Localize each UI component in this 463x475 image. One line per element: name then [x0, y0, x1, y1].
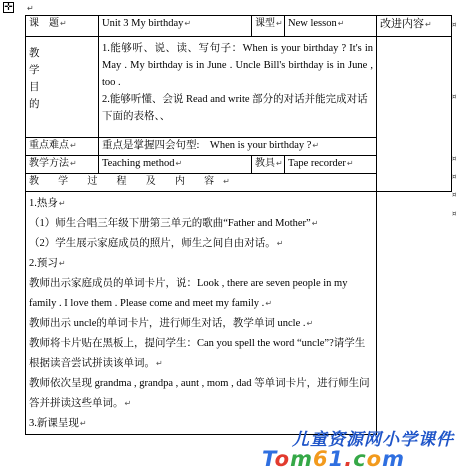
- process-line: 3.新课呈现↵: [29, 418, 87, 429]
- row-end-mark: ¤: [452, 210, 457, 218]
- watermark-logo-letter: m: [382, 447, 405, 471]
- method-value: Teaching method: [102, 158, 175, 169]
- process-line: 2.预习↵: [29, 258, 66, 269]
- changes-label: 改进内容: [380, 17, 425, 30]
- objectives-label-cell: [26, 37, 99, 138]
- watermark-logo: [262, 447, 405, 471]
- lesson-plan-table: [25, 15, 452, 435]
- site-watermark: [262, 425, 460, 473]
- table-move-handle[interactable]: [3, 2, 14, 13]
- row-end-mark: ¤: [452, 93, 457, 101]
- process-line: （1）师生合唱三年级下册第三单元的歌曲“Father and Mother”↵: [29, 218, 319, 229]
- objective-2: 2.能够听懂、会说 Read and write 部分的对话并能完成对话下面的表格、、: [102, 94, 368, 122]
- aids-value: Tape recorder: [288, 158, 346, 169]
- key-points-label: 重点难点: [29, 140, 69, 151]
- objectives-row: [26, 37, 452, 138]
- topic-value-cell[interactable]: Unit 3 My birthday↵: [99, 16, 252, 37]
- changes-cell[interactable]: [377, 37, 452, 192]
- topic-label-cell: 课 题↵: [26, 16, 99, 37]
- process-line: 教师将卡片贴在黑板上，提问学生：Can you spell the word “uncle”?请学生根据读音尝试拼读该单词。↵: [29, 338, 366, 369]
- objectives-cell[interactable]: [99, 37, 377, 138]
- key-points-cell[interactable]: 重点是掌握四会句型: When is your birthday ?↵: [99, 138, 377, 156]
- watermark-logo-letter: m: [290, 447, 313, 471]
- process-content-cell[interactable]: [26, 192, 377, 435]
- process-line: 教师依次呈现 grandma , grandpa , aunt , mom , dad 等单词卡片，进行师生问答并拼读这些单词。↵: [29, 378, 370, 409]
- course-type-value-cell[interactable]: New lesson↵: [285, 16, 377, 37]
- watermark-logo-letter: o: [274, 447, 291, 471]
- method-label: 教学方法: [29, 158, 69, 169]
- key-points-text: 重点是掌握四会句型: When is your birthday ?: [102, 140, 312, 151]
- aids-value-cell[interactable]: Tape recorder↵: [285, 156, 377, 174]
- row-end-mark: ¤: [452, 173, 457, 181]
- objectives-label-char: 目: [29, 81, 40, 93]
- course-type-value: New lesson: [288, 18, 337, 29]
- key-points-label-cell: 重点难点↵: [26, 138, 99, 156]
- course-type-label: 课型: [255, 18, 276, 29]
- topic-value: Unit 3 My birthday: [102, 18, 184, 29]
- objective-1: 1.能够听、说、读、写句子：When is your birthday ? It's in May . My birthday is in June . Uncle Bill's birthday is in June , too .: [102, 43, 374, 88]
- row-end-mark: ¤: [452, 191, 457, 199]
- method-label-cell: 教学方法↵: [26, 156, 99, 174]
- process-row: [26, 192, 452, 435]
- process-heading: 教 学 过 程 及 内 容: [29, 176, 223, 187]
- watermark-title: 儿童资源网小学课件: [292, 430, 454, 450]
- process-line: （2）学生展示家庭成员的照片，师生之间自由对话。↵: [29, 238, 284, 249]
- topic-label: 课 题: [29, 18, 59, 29]
- row-end-mark: ¤: [452, 21, 457, 29]
- row-end-mark: ¤: [452, 155, 457, 163]
- process-line: 1.热身↵: [29, 198, 66, 209]
- aids-label-cell: 教具↵: [252, 156, 285, 174]
- process-line: 教师出示家庭成员的单词卡片，说：Look , there are seven people in my family . I love them . Please come and meet my family .↵: [29, 278, 348, 309]
- process-header-cell: 教 学 过 程 及 内 容↵: [26, 174, 377, 192]
- watermark-logo-letter: o: [366, 447, 383, 471]
- objectives-label-char: 教: [29, 47, 40, 59]
- method-value-cell[interactable]: Teaching method↵: [99, 156, 252, 174]
- move-handle-icon: ✛: [4, 2, 13, 13]
- process-line: 教师出示 uncle的单词卡片，进行师生对话，教学单词 uncle .↵: [29, 318, 314, 329]
- aids-label: 教具: [255, 158, 276, 169]
- paragraph-mark: ↵: [27, 4, 34, 13]
- objectives-label-char: 学: [29, 64, 40, 76]
- watermark-logo-letter: T: [262, 447, 275, 471]
- topic-row: [26, 16, 452, 37]
- watermark-logo-letter: .: [344, 447, 354, 471]
- watermark-logo-letter: 1: [328, 447, 345, 471]
- watermark-logo-letter: 6: [312, 447, 329, 471]
- changes-label-cell: 改进内容↵: [377, 16, 452, 37]
- course-type-label-cell: 课型↵: [252, 16, 285, 37]
- watermark-logo-letter: c: [353, 447, 367, 471]
- objectives-label-char: 的: [29, 98, 40, 110]
